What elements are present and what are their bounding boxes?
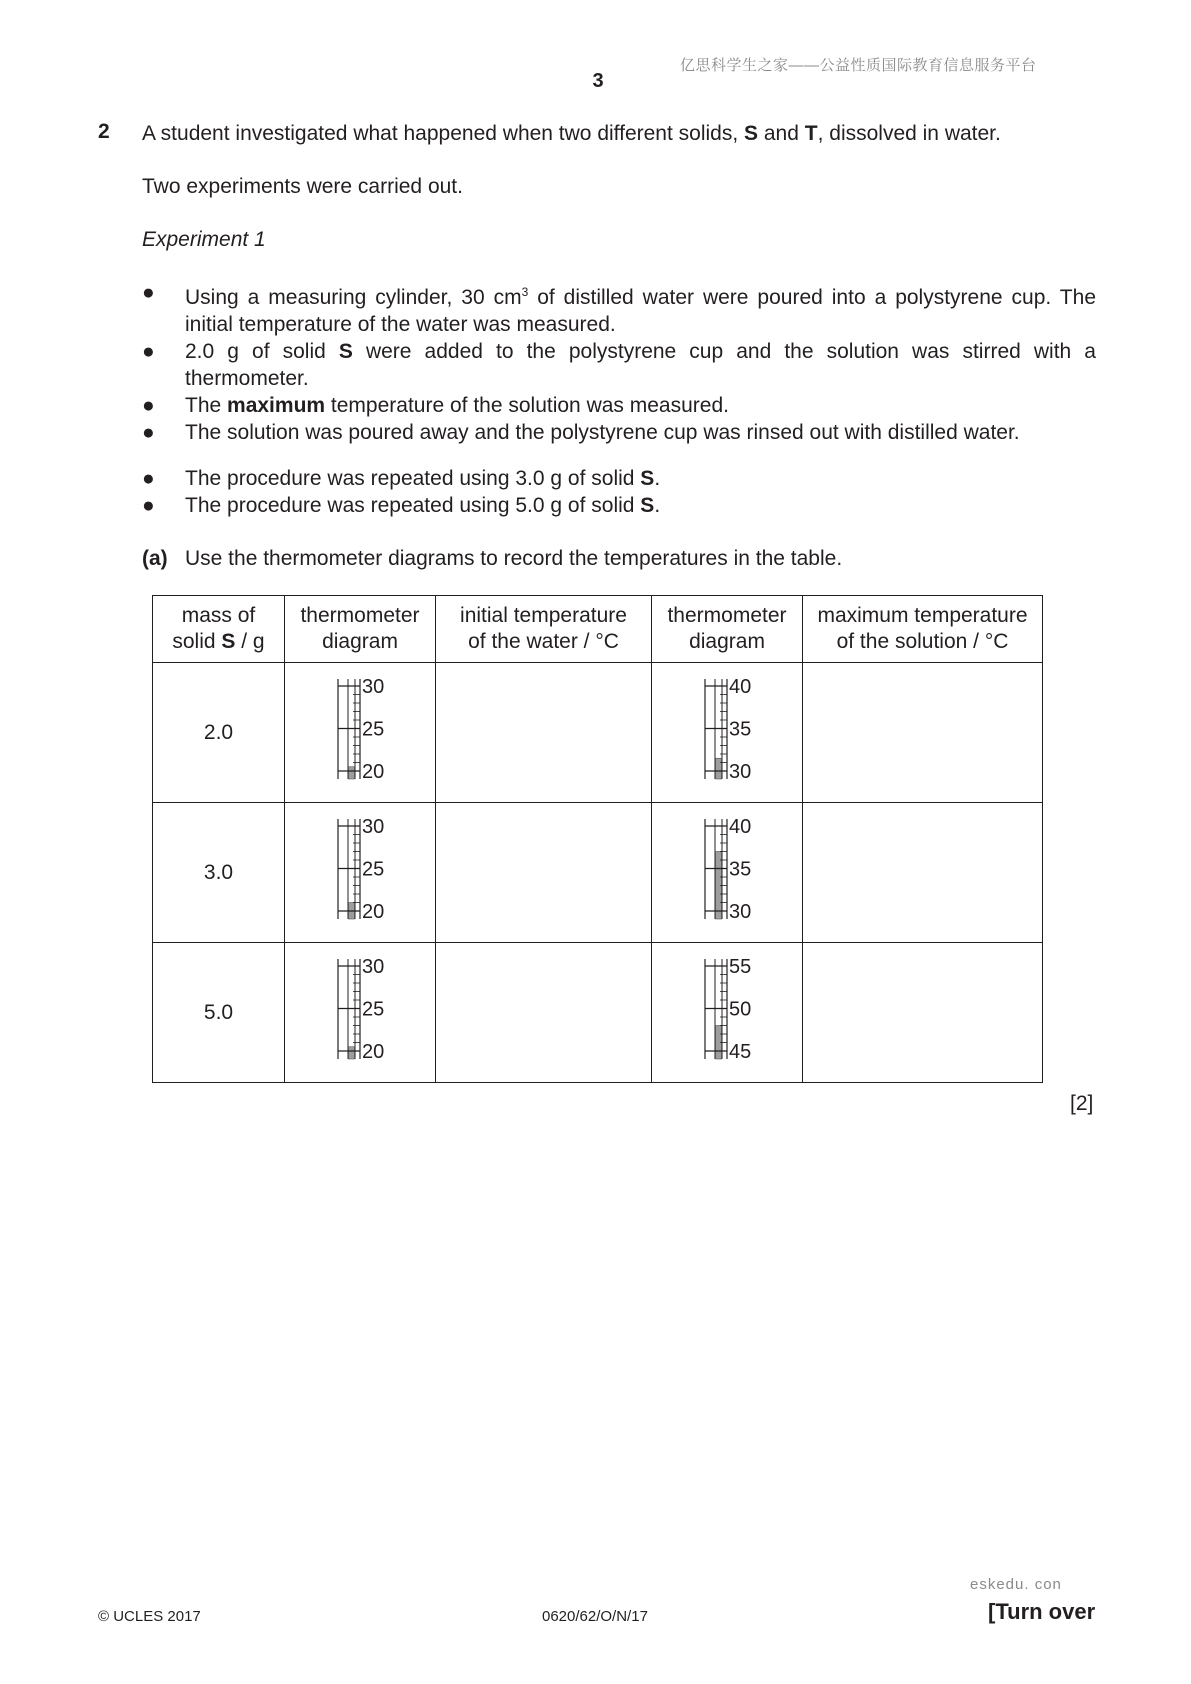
solid-s-label: S <box>640 467 655 490</box>
header-text: of the water / °C <box>468 630 619 653</box>
bullet-icon: ● <box>142 281 155 304</box>
thermometer-scale-label: 45 <box>729 1040 752 1063</box>
initial-thermometer-cell <box>285 663 436 803</box>
header-thermometer-diagram <box>652 596 803 663</box>
thermometer-scale-label: 25 <box>362 998 385 1020</box>
repeat-list <box>142 465 1096 519</box>
part-a-label: (a) <box>142 547 168 570</box>
bullet-text: . <box>654 467 661 490</box>
bullet-text: . <box>654 494 661 517</box>
max-temperature-answer-cell[interactable] <box>803 663 1043 803</box>
thermometer-liquid <box>349 1046 355 1058</box>
question-intro <box>142 120 1001 147</box>
header-text: mass of <box>181 604 256 627</box>
list-item <box>142 492 1096 519</box>
thermometer-scale-label: 40 <box>729 815 752 838</box>
emphasis: maximum <box>227 394 326 417</box>
header-mass <box>153 596 285 663</box>
list-item <box>142 392 1096 419</box>
bullet-icon: ● <box>142 421 155 444</box>
thermometer-diagram <box>677 953 777 1073</box>
bullet-text: The procedure was repeated using 3.0 g of solid <box>185 467 641 490</box>
header-thermometer-diagram <box>285 596 436 663</box>
thermometer-scale-label: 50 <box>729 998 752 1020</box>
thermometer-scale-label: 20 <box>362 900 385 923</box>
list-item <box>142 338 1096 392</box>
header-maximum-temperature <box>803 596 1043 663</box>
thermometer-scale-label: 40 <box>729 675 752 698</box>
max-thermometer-cell <box>652 943 803 1083</box>
header-text: initial temperature <box>460 604 627 627</box>
header-text: thermometer <box>300 604 420 627</box>
thermometer-scale-label: 35 <box>729 858 752 880</box>
question-number: 2 <box>98 120 110 143</box>
header-text: / g <box>235 630 265 653</box>
thermometer-scale-label: 20 <box>362 760 385 783</box>
max-temperature-answer-cell[interactable] <box>803 943 1043 1083</box>
mass-cell: 5.0 <box>153 943 285 1083</box>
thermometer-liquid <box>349 766 355 778</box>
thermometer-scale-label: 30 <box>729 900 752 923</box>
marks-allocation: [2] <box>1070 1092 1094 1115</box>
initial-temperature-answer-cell[interactable] <box>436 663 652 803</box>
footer-watermark: eskedu. con <box>970 1576 1062 1593</box>
thermometer-diagram <box>310 953 410 1073</box>
initial-thermometer-cell <box>285 803 436 943</box>
header-text: diagram <box>689 630 765 653</box>
header-watermark: 亿思科学生之家——公益性质国际教育信息服务平台 <box>680 57 1037 74</box>
thermometer-scale-label: 55 <box>729 955 752 978</box>
bullet-icon: ● <box>142 494 155 517</box>
list-item <box>142 279 1096 338</box>
procedure-list <box>142 279 1096 446</box>
table-row <box>153 663 1043 803</box>
footer-copyright: © UCLES 2017 <box>98 1608 201 1625</box>
max-thermometer-cell <box>652 803 803 943</box>
bullet-text: of distilled water were poured into a polystyrene cup. The initial temperature of the water was measured. <box>185 286 1096 336</box>
initial-temperature-answer-cell[interactable] <box>436 943 652 1083</box>
intro-text: and <box>758 122 805 145</box>
bullet-text: The <box>185 394 228 417</box>
thermometer-scale-label: 30 <box>362 815 385 838</box>
table-row <box>153 803 1043 943</box>
bullet-text: Using a measuring cylinder, 30 cm <box>185 286 522 309</box>
thermometer-scale-label: 30 <box>362 955 385 978</box>
experiment-title: Experiment 1 <box>142 228 266 251</box>
thermometer-liquid <box>716 758 722 779</box>
header-text: of the solution / °C <box>836 630 1009 653</box>
thermometer-diagram <box>677 673 777 793</box>
mass-cell: 2.0 <box>153 663 285 803</box>
table-row <box>153 943 1043 1083</box>
initial-temperature-answer-cell[interactable] <box>436 803 652 943</box>
thermometer-diagram <box>677 813 777 933</box>
bullet-icon: ● <box>142 340 155 363</box>
thermometer-scale-label: 30 <box>362 675 385 698</box>
turn-over-label: [Turn over <box>988 1599 1096 1624</box>
bullet-icon: ● <box>142 467 155 490</box>
thermometer-scale-label: 30 <box>729 760 752 783</box>
thermometer-scale-label: 35 <box>729 718 752 740</box>
max-temperature-answer-cell[interactable] <box>803 803 1043 943</box>
table-header-row <box>153 596 1043 663</box>
intro-text: A student investigated what happened when two different solids, <box>142 122 745 145</box>
max-thermometer-cell <box>652 663 803 803</box>
list-item <box>142 419 1096 446</box>
bullet-text: The solution was poured away and the polystyrene cup was rinsed out with distilled water. <box>185 421 1020 444</box>
bullet-text: temperature of the solution was measured. <box>325 394 729 417</box>
bullet-text: The procedure was repeated using 5.0 g of solid <box>185 494 641 517</box>
mass-cell: 3.0 <box>153 803 285 943</box>
bullet-text: 2.0 g of solid <box>185 340 339 363</box>
solid-s-label: S <box>744 122 759 145</box>
intro-text: , dissolved in water. <box>817 122 1001 145</box>
part-a-text: Use the thermometer diagrams to record the temperatures in the table. <box>185 547 843 570</box>
header-text: solid <box>172 630 222 653</box>
part-a-instruction <box>142 545 842 572</box>
thermometer-scale-label: 20 <box>362 1040 385 1063</box>
list-item <box>142 465 1096 492</box>
solid-s-label: S <box>221 630 236 653</box>
bullet-text: were added to the polystyrene cup and the solution was stirred with a thermometer. <box>185 340 1096 390</box>
thermometer-diagram <box>310 673 410 793</box>
superscript: 3 <box>521 285 529 299</box>
thermometer-scale-label: 25 <box>362 858 385 880</box>
thermometer-scale-label: 25 <box>362 718 385 740</box>
solid-t-label: T <box>804 122 818 145</box>
header-initial-temperature <box>436 596 652 663</box>
bullet-icon: ● <box>142 394 155 417</box>
question-subtext: Two experiments were carried out. <box>142 175 463 198</box>
footer-paper-code: 0620/62/O/N/17 <box>542 1608 648 1625</box>
header-text: diagram <box>322 630 398 653</box>
page-number: 3 <box>592 70 604 92</box>
header-text: maximum temperature <box>817 604 1028 627</box>
results-table <box>152 595 1043 1083</box>
thermometer-diagram <box>310 813 410 933</box>
solid-s-label: S <box>338 340 353 363</box>
solid-s-label: S <box>640 494 655 517</box>
initial-thermometer-cell <box>285 943 436 1083</box>
header-text: thermometer <box>667 604 787 627</box>
